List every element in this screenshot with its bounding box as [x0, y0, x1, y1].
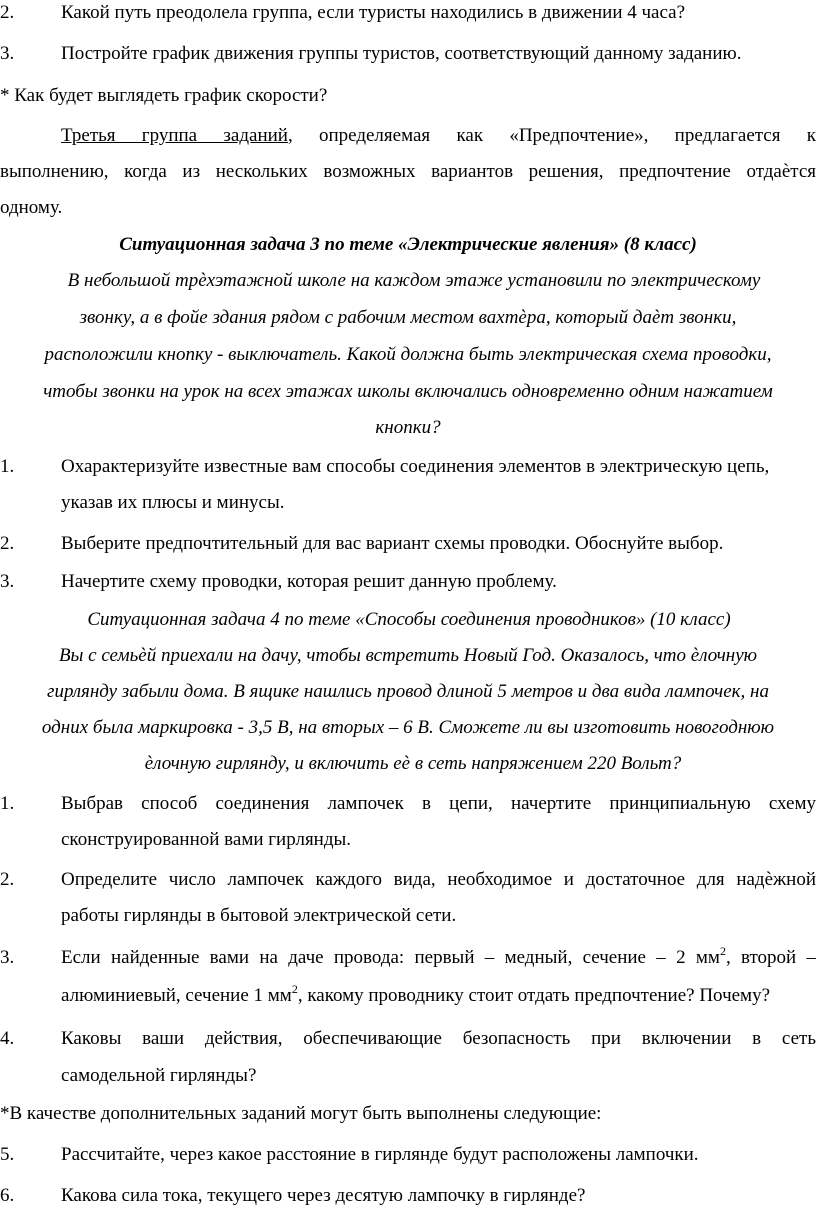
task3-body-line: звонку, а в фойе здания рядом с рабочим местом вахтѐра, который даѐт звонки, [79, 307, 737, 328]
item-text-part: , второй – [725, 947, 816, 968]
task3-body-line: В небольшой трѐхэтажной школе на каждом этаже установили по электрическому [67, 270, 761, 291]
task4-body-line: гирлянду забыли дома. В ящике нашлись провод длиной 5 метров и два вида лампочек, на [47, 681, 769, 702]
item-text: указав их плюсы и минусы. [61, 492, 285, 513]
paragraph-line: выполнению, когда из нескольких возможных вариантов решения, предпочтение отдаѐтся [0, 161, 816, 182]
item-text [61, 943, 816, 969]
item-number: 2. [0, 2, 15, 23]
task4-body-line: ѐлочную гирлянду, и включить еѐ в сеть напряжением 220 Вольт? [144, 753, 682, 774]
item-text-part: , какому проводнику стоит отдать предпочтение? Почему? [297, 985, 771, 1006]
task4-title: Ситуационная задача 4 по теме «Способы соединения проводников» (10 класс) [87, 609, 731, 630]
item-number: 1. [0, 456, 15, 477]
task3-body-line: кнопки? [375, 417, 441, 438]
task4-body-line: Вы с семьѐй приехали на дачу, чтобы встретить Новый Год. Оказалось, что ѐлочную [58, 645, 758, 666]
item-text: Каковы ваши действия, обеспечивающие безопасность при включении в сеть [61, 1028, 816, 1049]
item-text: Рассчитайте, через какое расстояние в гирлянде будут расположены лампочки. [61, 1144, 699, 1165]
item-number: 5. [0, 1144, 15, 1165]
item-text-part: алюминиевый, сечение 1 мм [61, 985, 292, 1006]
item-text: самодельной гирлянды? [61, 1065, 257, 1086]
item-number: 1. [0, 793, 15, 814]
item-text: Охарактеризуйте известные вам способы соединения элементов в электрическую цепь, [61, 456, 770, 477]
item-number: 3. [0, 947, 15, 968]
star-question: * Как будет выглядеть график скорости? [0, 85, 328, 106]
item-number: 3. [0, 43, 15, 64]
task3-title: Ситуационная задача 3 по теме «Электрические явления» (8 класс) [119, 234, 697, 255]
superscript: 2 [719, 943, 726, 958]
superscript: 2 [291, 981, 298, 996]
item-text: Начертите схему проводки, которая решит данную проблему. [61, 571, 557, 592]
item-text: Какой путь преодолела группа, если туристы находились в движении 4 часа? [61, 2, 686, 23]
item-text: Выберите предпочтительный для вас вариант схемы проводки. Обоснуйте выбор. [61, 533, 724, 554]
task3-body-line: расположили кнопку - выключатель. Какой должна быть электрическая схема проводки, [44, 344, 772, 365]
item-number: 2. [0, 533, 15, 554]
underlined-term: Третья группа заданий [61, 125, 288, 146]
item-text: сконструированной вами гирлянды. [61, 829, 352, 850]
item-text [61, 981, 771, 1007]
item-number: 6. [0, 1185, 15, 1206]
paragraph-text: , определяемая как «Предпочтение», предлагается к [287, 125, 816, 146]
paragraph-line: одному. [0, 197, 63, 218]
task4-body-line: одних была маркировка - 3,5 В, на вторых – 6 В. Сможете ли вы изготовить новогоднюю [41, 717, 775, 738]
item-text: Определите число лампочек каждого вида, необходимое и достаточное для надѐжной [61, 869, 816, 890]
item-number: 2. [0, 869, 15, 890]
item-text: Какова сила тока, текущего через десятую лампочку в гирлянде? [61, 1185, 586, 1206]
extra-intro: *В качестве дополнительных заданий могут быть выполнены следующие: [0, 1103, 602, 1124]
item-text-part: Если найденные вами на даче провода: первый – медный, сечение – 2 мм [61, 947, 720, 968]
task3-body-line: чтобы звонки на урок на всех этажах школы включались одновременно одним нажатием [43, 381, 773, 402]
item-text: Постройте график движения группы туристов, соответствующий данному заданию. [61, 43, 742, 64]
item-text: работы гирлянды в бытовой электрической сети. [61, 905, 457, 926]
paragraph-line [0, 125, 816, 147]
item-number: 3. [0, 571, 15, 592]
item-number: 4. [0, 1028, 15, 1049]
item-text: Выбрав способ соединения лампочек в цепи, начертите принципиальную схему [61, 793, 816, 814]
